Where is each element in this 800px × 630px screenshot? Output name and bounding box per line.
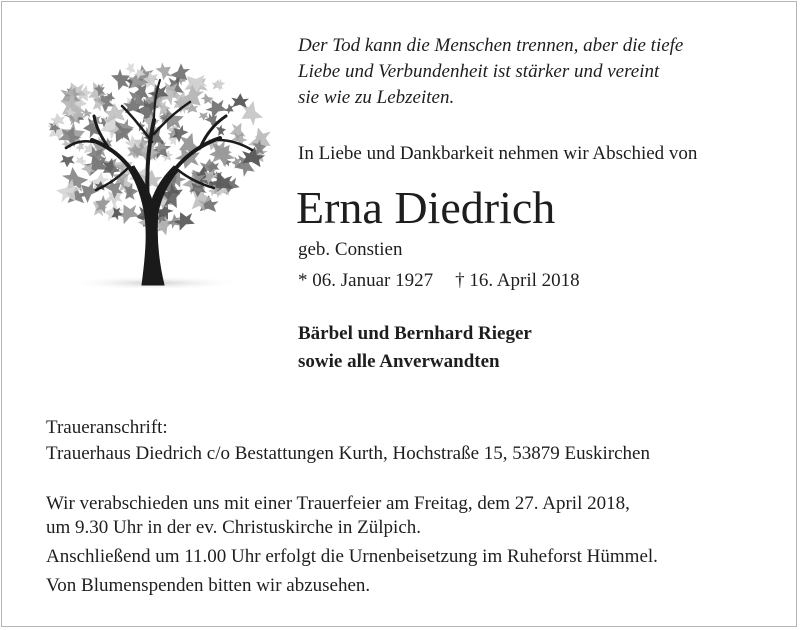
mourning-address: [46, 415, 650, 467]
quote-line: sie wie zu Lebzeiten.: [298, 87, 455, 108]
memorial-quote: [298, 33, 778, 111]
service-line: Von Blumenspenden bitten wir abzusehen.: [46, 575, 371, 596]
service-line: Wir verabschieden uns mit einer Trauerfeier am Freitag, dem 27. April 2018,: [46, 493, 630, 514]
birth-name: geb. Constien: [298, 239, 403, 260]
mourner-line: Bärbel und Bernhard Rieger: [298, 323, 532, 344]
deceased-name: Erna Diedrich: [296, 182, 556, 233]
birth-date: * 06. Januar 1927: [298, 270, 434, 291]
address-label: Traueranschrift:: [46, 417, 168, 438]
quote-line: Der Tod kann die Menschen trennen, aber die tiefe: [298, 35, 684, 56]
death-date: † 16. April 2018: [455, 270, 580, 291]
leaf-shape: [216, 124, 228, 137]
address-value: Trauerhaus Diedrich c/o Bestattungen Kurth, Hochstraße 15, 53879 Euskirchen: [46, 443, 650, 464]
leaf-shape: [231, 93, 249, 108]
service-line: um 9.30 Uhr in der ev. Christuskirche in Zülpich.: [46, 517, 422, 538]
life-dates: [298, 269, 580, 293]
leaf-shape: [59, 155, 75, 168]
service-line: Anschließend um 11.00 Uhr erfolgt die Urnenbeisetzung im Ruheforst Hümmel.: [46, 546, 658, 567]
farewell-intro: In Liebe und Dankbarkeit nehmen wir Abschied von: [298, 143, 698, 164]
leaf-shape: [125, 62, 136, 75]
mourners: [298, 320, 532, 376]
leaf-shape: [185, 75, 208, 94]
service-details: [46, 492, 658, 598]
quote-line: Liebe und Verbundenheit ist stärker und vereint: [298, 61, 660, 82]
tree-icon: [30, 50, 280, 295]
mourner-line: sowie alle Anverwandten: [298, 351, 500, 372]
leaf-shape: [155, 60, 176, 82]
